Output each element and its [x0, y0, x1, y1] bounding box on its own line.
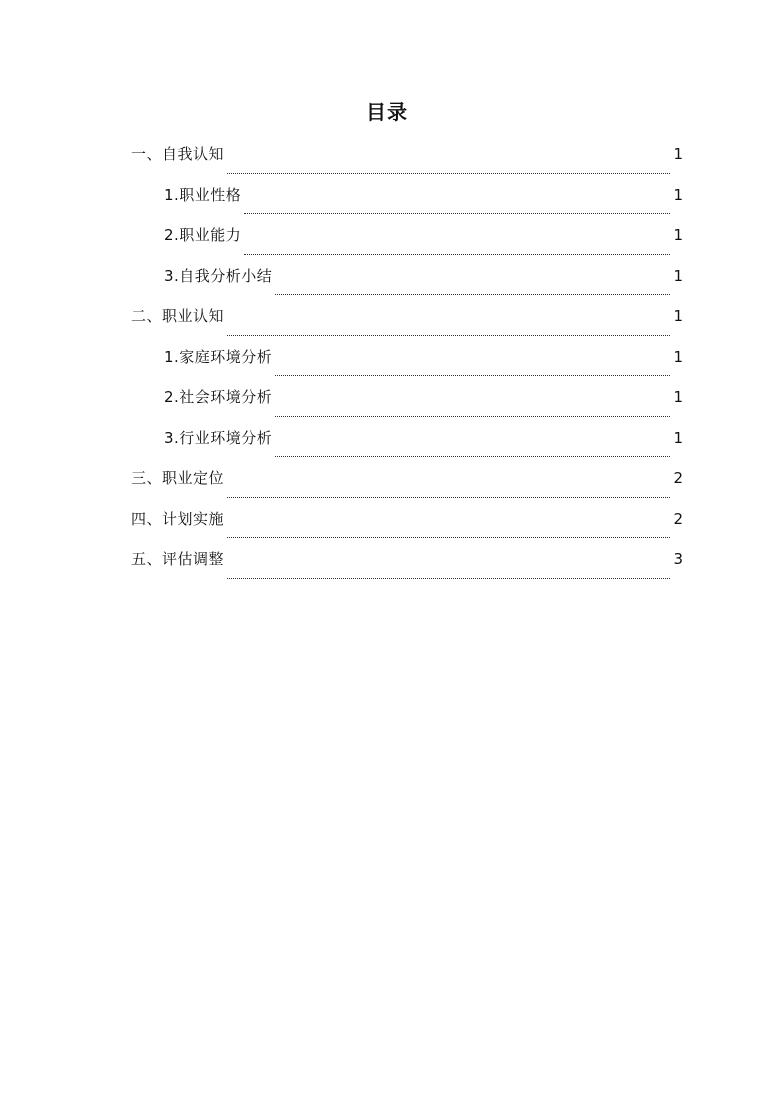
- toc-entry-social-environment[interactable]: [131, 385, 683, 426]
- toc-page-number: 3: [673, 550, 683, 568]
- table-of-contents: [131, 142, 683, 588]
- toc-page-number: 1: [673, 307, 683, 325]
- toc-entry-family-environment[interactable]: [131, 345, 683, 386]
- toc-dot-leader: [275, 456, 670, 457]
- toc-dot-leader: [227, 335, 670, 336]
- toc-page-number: 1: [673, 145, 683, 163]
- toc-dot-leader: [227, 537, 670, 538]
- toc-dot-leader: [227, 497, 670, 498]
- toc-entry-industry-environment[interactable]: [131, 426, 683, 467]
- toc-page-number: 1: [673, 185, 683, 204]
- toc-entry-career-positioning[interactable]: [131, 466, 683, 507]
- toc-entry-career-ability[interactable]: [131, 223, 683, 264]
- toc-page-number: 1: [673, 347, 683, 366]
- toc-entry-text: 1.家庭环境分析: [164, 347, 273, 366]
- toc-entry-text: 1.职业性格: [164, 185, 242, 204]
- toc-entry-evaluation-adjustment[interactable]: [131, 547, 683, 588]
- toc-entry-career-awareness[interactable]: [131, 304, 683, 345]
- toc-page-number: 1: [673, 266, 683, 285]
- toc-dot-leader: [227, 578, 670, 579]
- toc-dot-leader: [275, 294, 670, 295]
- toc-page-number: 2: [673, 509, 683, 528]
- toc-dot-leader: [275, 416, 670, 417]
- toc-dot-leader: [244, 213, 670, 214]
- toc-entry-text: 一、自我认知: [131, 145, 225, 163]
- toc-dot-leader: [275, 375, 670, 376]
- toc-entry-career-personality[interactable]: [131, 183, 683, 224]
- toc-page-number: 1: [673, 388, 683, 406]
- toc-dot-leader: [227, 173, 670, 174]
- toc-entry-text: 3.自我分析小结: [164, 266, 273, 285]
- toc-entry-plan-implementation[interactable]: [131, 507, 683, 548]
- toc-entry-text: 三、职业定位: [131, 469, 225, 487]
- toc-page-number: 2: [673, 469, 683, 487]
- toc-entry-text: 四、计划实施: [131, 509, 225, 528]
- toc-entry-text: 五、评估调整: [131, 550, 225, 568]
- toc-entry-self-analysis-summary[interactable]: [131, 264, 683, 305]
- toc-entry-text: 3.行业环境分析: [164, 428, 273, 447]
- toc-entry-text: 二、职业认知: [131, 307, 225, 325]
- toc-title: 目录: [366, 100, 408, 124]
- toc-entry-self-awareness[interactable]: [131, 142, 683, 183]
- toc-page-number: 1: [673, 428, 683, 447]
- toc-entry-text: 2.社会环境分析: [164, 388, 273, 406]
- toc-dot-leader: [244, 254, 670, 255]
- toc-page-number: 1: [673, 226, 683, 244]
- toc-entry-text: 2.职业能力: [164, 226, 242, 244]
